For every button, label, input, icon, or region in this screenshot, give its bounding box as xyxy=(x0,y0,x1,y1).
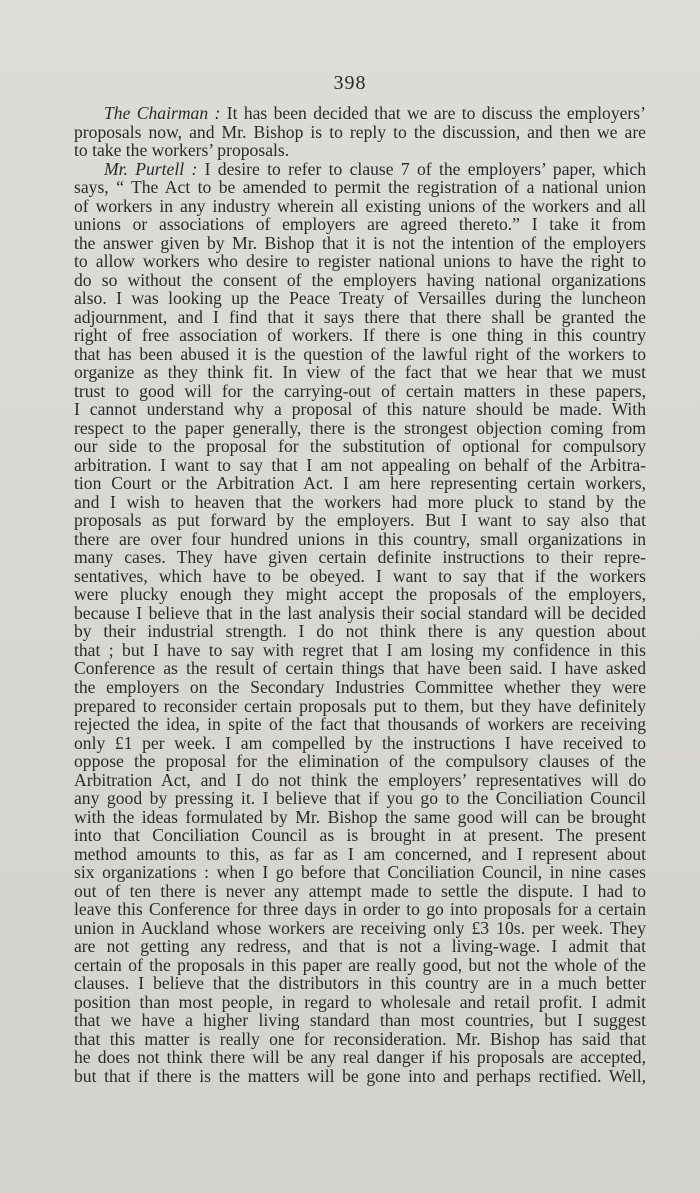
text-line xyxy=(74,271,646,290)
text-line xyxy=(74,308,646,327)
text-line xyxy=(74,678,646,697)
text-line xyxy=(74,289,646,308)
line-text: only £1 per week. I am compelled by the instructions I have received to xyxy=(74,732,646,753)
line-text: It has been decided that we are to discuss the employers’ xyxy=(220,103,646,123)
line-text: leave this Conference for three days in order to go into proposals for a certain xyxy=(74,899,646,920)
line-text: with the ideas formulated by Mr. Bishop the same good will can be brought xyxy=(74,806,646,827)
text-line xyxy=(74,622,646,641)
text-line xyxy=(74,530,646,549)
text-line xyxy=(74,789,646,808)
page-number: 398 xyxy=(333,72,367,94)
paragraph xyxy=(74,104,646,160)
line-text: method amounts to this, as far as I am concerned, and I represent about xyxy=(74,843,646,864)
text-line xyxy=(74,715,646,734)
line-text: of workers in any industry wherein all existing unions of the workers and all xyxy=(74,195,646,216)
line-text: unions or associations of employers are agreed thereto.” I take it from xyxy=(74,214,646,235)
line-text: the answer given by Mr. Bishop that it is not the intention of the employers xyxy=(74,232,646,253)
text-line xyxy=(74,826,646,845)
line-text: oppose the proposal for the elimination of the compulsory clauses of the xyxy=(74,751,646,772)
line-text: proposals as put forward by the employers. But I want to say also that xyxy=(74,510,646,531)
text-line xyxy=(74,956,646,975)
text-line xyxy=(74,363,646,382)
line-text: trust to good will for the carrying-out of certain matters in these papers, xyxy=(74,380,646,401)
line-text: that we have a higher living standard than most countries, but I suggest xyxy=(74,1010,646,1031)
text-line xyxy=(74,1011,646,1030)
line-text: any good by pressing it. I believe that if you go to the Conciliation Council xyxy=(74,788,646,809)
text-line xyxy=(74,548,646,567)
text-line xyxy=(74,567,646,586)
body-text xyxy=(74,104,646,1085)
line-text: proposals now, and Mr. Bishop is to reply to the discussion, and then we are xyxy=(74,121,646,142)
line-text: prepared to reconsider certain proposals put to them, but they have definitely xyxy=(74,695,646,716)
text-line xyxy=(74,771,646,790)
text-line xyxy=(74,419,646,438)
text-line xyxy=(74,493,646,512)
text-line xyxy=(74,863,646,882)
line-text: are not getting any redress, and that is not a living-wage. I admit that xyxy=(74,936,646,957)
text-line xyxy=(74,937,646,956)
text-line xyxy=(74,178,646,197)
line-text: adjournment, and I find that it says there that there shall be granted the xyxy=(74,306,646,327)
text-line xyxy=(74,604,646,623)
text-line xyxy=(74,1048,646,1067)
text-line xyxy=(74,808,646,827)
speaker-name: Mr. Purtell : xyxy=(104,158,198,179)
line-text: and I wish to heaven that the workers had more pluck to stand by the xyxy=(74,491,646,512)
line-text: because I believe that in the last analysis their social standard will be decided xyxy=(74,602,646,623)
text-line xyxy=(74,252,646,271)
line-text: says, “ The Act to be amended to permit the registration of a national union xyxy=(74,177,646,198)
text-line xyxy=(74,659,646,678)
text-line xyxy=(74,585,646,604)
speaker-name: The Chairman : xyxy=(104,103,221,123)
text-line xyxy=(74,215,646,234)
line-text: many cases. They have given certain definite instructions to their repre- xyxy=(74,547,646,568)
line-text: respect to the paper generally, there is the strongest objection coming from xyxy=(74,417,646,438)
text-line xyxy=(74,437,646,456)
text-line xyxy=(74,900,646,919)
line-text: that ; but I have to say with regret that I am losing my confidence in this xyxy=(74,639,646,660)
line-text: he does not think there will be any real danger if his proposals are accepted, xyxy=(74,1047,646,1068)
line-text: to take the workers’ proposals. xyxy=(74,140,290,161)
line-text: Arbitration Act, and I do not think the employers’ representatives will do xyxy=(74,769,646,790)
line-text: union in Auckland whose workers are receiving only £3 10s. per week. They xyxy=(74,917,646,938)
line-text: that has been abused it is the question of the lawful right of the workers to xyxy=(74,343,646,364)
text-line xyxy=(74,141,646,160)
text-line xyxy=(74,456,646,475)
text-line xyxy=(74,160,646,179)
line-text: six organizations : when I go before that Conciliation Council, in nine cases xyxy=(74,862,646,883)
line-text: into that Conciliation Council as is brought in at present. The present xyxy=(74,825,646,846)
text-line xyxy=(74,1067,646,1086)
paragraph xyxy=(74,160,646,1086)
line-text: there are over four hundred unions in this country, small organizations in xyxy=(74,528,646,549)
text-line xyxy=(74,474,646,493)
line-text: by their industrial strength. I do not think there is any question about xyxy=(74,621,646,642)
line-text: Conference as the result of certain things that have been said. I have asked xyxy=(74,658,646,679)
line-text: arbitration. I want to say that I am not appealing on behalf of the Arbitra- xyxy=(74,454,646,475)
line-text: do so without the consent of the employers having national organizations xyxy=(74,269,646,290)
text-line xyxy=(74,641,646,660)
text-line xyxy=(74,993,646,1012)
line-text: position than most people, in regard to wholesale and retail profit. I admit xyxy=(74,991,646,1012)
text-line xyxy=(74,752,646,771)
text-line xyxy=(74,974,646,993)
line-text: I desire to refer to clause 7 of the employers’ paper, which xyxy=(197,158,646,179)
text-line xyxy=(74,400,646,419)
line-text: right of free association of workers. If there is one thing in this country xyxy=(74,325,646,346)
text-line xyxy=(74,104,646,123)
text-line xyxy=(74,697,646,716)
text-line xyxy=(74,123,646,142)
line-text: certain of the proposals in this paper are really good, but not the whole of the xyxy=(74,954,646,975)
line-text: I cannot understand why a proposal of this nature should be made. With xyxy=(74,399,646,420)
line-text: organize as they think fit. In view of the fact that we hear that we must xyxy=(74,362,646,383)
line-text: were plucky enough they might accept the proposals of the employers, xyxy=(74,584,646,605)
text-line xyxy=(74,919,646,938)
line-text: out of ten there is never any attempt made to settle the dispute. I had to xyxy=(74,880,646,901)
text-line xyxy=(74,234,646,253)
text-line xyxy=(74,382,646,401)
line-text: also. I was looking up the Peace Treaty of Versailles during the luncheon xyxy=(74,288,646,309)
text-line xyxy=(74,197,646,216)
text-line xyxy=(74,345,646,364)
text-line xyxy=(74,326,646,345)
line-text: tion Court or the Arbitration Act. I am here representing certain workers, xyxy=(74,473,646,494)
line-text: but that if there is the matters will be gone into and perhaps rectified. Well, xyxy=(74,1065,646,1086)
line-text: rejected the idea, in spite of the fact that thousands of workers are receiving xyxy=(74,714,646,735)
line-text: sentatives, which have to be obeyed. I want to say that if the workers xyxy=(74,565,646,586)
text-line xyxy=(74,1030,646,1049)
line-text: our side to the proposal for the substitution of optional for compulsory xyxy=(74,436,646,457)
line-text: that this matter is really one for reconsideration. Mr. Bishop has said that xyxy=(74,1028,646,1049)
text-line xyxy=(74,845,646,864)
text-line xyxy=(74,882,646,901)
text-line xyxy=(74,734,646,753)
line-text: to allow workers who desire to register national unions to have the right to xyxy=(74,251,646,272)
line-text: the employers on the Secondary Industries Committee whether they were xyxy=(74,676,646,697)
text-line xyxy=(74,511,646,530)
line-text: clauses. I believe that the distributors in this country are in a much better xyxy=(74,973,646,994)
